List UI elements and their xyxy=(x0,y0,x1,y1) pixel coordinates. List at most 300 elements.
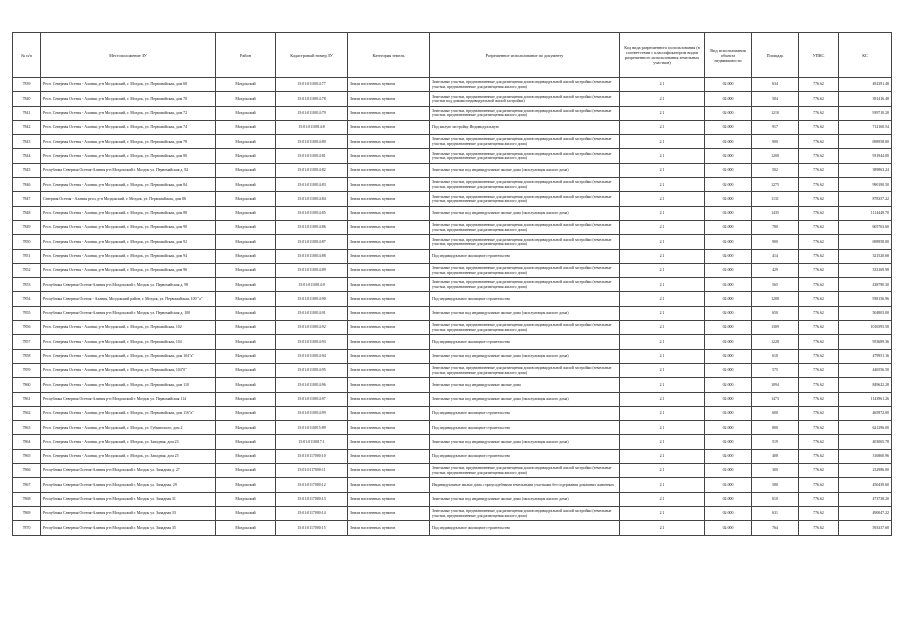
upks-cell xyxy=(799,449,839,463)
permitted-use-cell xyxy=(430,206,620,220)
row-number-text: 7857 xyxy=(22,339,31,344)
use-code-text: 2.1 xyxy=(659,82,665,87)
ks-cell xyxy=(839,235,892,249)
district-cell xyxy=(216,278,276,292)
location-text: Респ. Северная Осетия - Алания, р-н Моздокский, г. Моздок, ул. Первомайская, дом 110 xyxy=(43,382,189,387)
location-cell xyxy=(41,335,216,349)
upks-text: 776.62 xyxy=(813,182,824,187)
upks-cell xyxy=(799,321,839,335)
cadastral-number-cell xyxy=(276,321,348,335)
row-number-cell xyxy=(13,435,41,449)
permitted-use-text: Под индивидуальное жилищное строительство xyxy=(432,339,511,344)
district-cell xyxy=(216,449,276,463)
use-code-text: 2.1 xyxy=(659,182,665,187)
ks-text: 712160.54 xyxy=(872,125,889,130)
cadastral-number-cell xyxy=(276,163,348,177)
district-cell xyxy=(216,363,276,377)
district-text: Моздокский xyxy=(235,368,256,373)
table-row xyxy=(13,120,892,134)
row-number-cell xyxy=(13,464,41,478)
location-cell xyxy=(41,349,216,363)
district-text: Моздокский xyxy=(235,325,256,330)
area-text: 1131 xyxy=(771,196,779,201)
cadastral-number-text: 15:01:0110014:97 xyxy=(297,396,326,401)
ks-text: 593337.68 xyxy=(872,525,889,530)
col-land-category-header: Категория земель xyxy=(348,33,430,78)
location-cell xyxy=(41,321,216,335)
area-cell xyxy=(752,449,799,463)
land-category-text: Земли населенных пунктов xyxy=(350,354,396,359)
permitted-use-text: Земельные участки под индивидуальные жилые дома (эксплуатация жилого дома) xyxy=(432,396,569,401)
ks-cell xyxy=(839,206,892,220)
upks-text: 776.62 xyxy=(813,439,824,444)
row-number-text: 7861 xyxy=(22,396,31,401)
land-category-cell xyxy=(348,278,430,292)
use-type-text: 02:000 xyxy=(722,125,734,130)
district-text: Моздокский xyxy=(235,196,256,201)
row-number-text: 7848 xyxy=(22,211,31,216)
use-code-text: 2.1 xyxy=(659,268,665,273)
use-type-cell xyxy=(705,464,752,478)
table-row xyxy=(13,378,892,392)
upks-cell xyxy=(799,363,839,377)
location-text: Северная Осетия - Алания респ, р-н Моздокский, г. Моздок, ул. Первомайская, дом 86 xyxy=(43,196,186,201)
area-text: 618 xyxy=(772,354,778,359)
cadastral-number-cell xyxy=(276,506,348,520)
land-category-cell xyxy=(348,149,430,163)
use-code-text: 2.1 xyxy=(659,511,665,516)
district-cell xyxy=(216,292,276,306)
permitted-use-cell xyxy=(430,292,620,306)
location-cell xyxy=(41,135,216,149)
row-number-cell xyxy=(13,92,41,106)
permitted-use-cell xyxy=(430,435,620,449)
use-type-cell xyxy=(705,378,752,392)
use-type-cell xyxy=(705,92,752,106)
use-code-cell xyxy=(620,78,705,92)
land-category-text: Земли населенных пунктов xyxy=(350,311,396,316)
location-text: Респ. Северная Осетия - Алания, р-н Моздокский, г. Моздок, ул. Первомайская, дом 70 xyxy=(43,96,188,101)
area-cell xyxy=(752,163,799,177)
area-cell xyxy=(752,149,799,163)
land-category-text: Земли населенных пунктов xyxy=(350,153,396,158)
cadastral-number-cell xyxy=(276,263,348,277)
row-number-cell xyxy=(13,521,41,535)
col-use-type-header: Вид использования объекта недвижимости xyxy=(705,33,752,78)
ks-cell xyxy=(839,263,892,277)
permitted-use-text: Под индивидуальное жилищное строительство xyxy=(432,454,511,459)
use-type-cell xyxy=(705,349,752,363)
upks-cell xyxy=(799,306,839,320)
land-category-cell xyxy=(348,292,430,306)
cadastral-number-text: 15:01:0110014:88 xyxy=(297,254,326,258)
location-text: Респ. Северная Осетия - Алания, р-н Моздокский, г. Моздок, ул. Губкинского, дом 2 xyxy=(43,425,183,430)
ks-text: 465972.00 xyxy=(872,411,889,416)
row-number-cell xyxy=(13,206,41,220)
ks-cell xyxy=(839,506,892,520)
upks-text: 776.62 xyxy=(813,411,824,416)
area-text: 917 xyxy=(772,125,778,130)
district-cell xyxy=(216,263,276,277)
district-cell xyxy=(216,135,276,149)
use-code-cell xyxy=(620,464,705,478)
land-category-text: Земли населенных пунктов xyxy=(350,482,396,487)
cadastral-number-text: 15:01:0110014:96 xyxy=(297,382,326,387)
district-text: Моздокский xyxy=(235,254,256,258)
row-number-cell xyxy=(13,306,41,320)
land-category-text: Земли населенных пунктов xyxy=(350,339,396,344)
area-cell xyxy=(752,435,799,449)
area-text: 565 xyxy=(772,282,778,287)
district-text: Моздокский xyxy=(235,282,256,287)
location-text: Респ. Северная Осетия - Алания, р-н Моздокский, г. Моздок, ул. Первомайская, дом 80 xyxy=(43,153,188,158)
cadastral-number-cell xyxy=(276,435,348,449)
area-text: 634 xyxy=(772,82,778,87)
upks-cell xyxy=(799,378,839,392)
use-type-text: 02:000 xyxy=(722,511,734,516)
table-row xyxy=(13,335,892,349)
col-use-code-header: Код вида разрешенного использования (в соответствии с классификатором видов разрешенного использования земельных участков) xyxy=(620,33,705,78)
land-category-text: Земли населенных пунктов xyxy=(350,497,396,502)
row-number-text: 7853 xyxy=(22,282,31,287)
permitted-use-text: Под индивидуальное жилищное строительство xyxy=(432,296,511,301)
cadastral-number-cell xyxy=(276,492,348,506)
area-cell xyxy=(752,478,799,492)
use-code-text: 2.1 xyxy=(659,468,665,473)
upks-text: 776.62 xyxy=(813,211,824,216)
land-category-text: Земли населенных пунктов xyxy=(350,254,396,258)
ks-cell xyxy=(839,106,892,120)
location-text: Респ. Северная Осетия - Алания, р-н Моздокский, г. Моздок, ул. Первомайская, 104"б" xyxy=(43,368,187,373)
location-text: Республика Северная Осетия-Алания р-н Моздокский г. Моздок ул. Первомайская д. 100 xyxy=(43,311,191,316)
cadastral-number-cell xyxy=(276,349,348,363)
table-row xyxy=(13,506,892,520)
land-category-text: Земли населенных пунктов xyxy=(350,525,396,530)
permitted-use-cell xyxy=(430,92,620,106)
use-code-cell xyxy=(620,349,705,363)
use-type-text: 02:000 xyxy=(722,96,734,101)
row-number-text: 7865 xyxy=(22,454,31,459)
ks-cell xyxy=(839,521,892,535)
use-code-text: 2.1 xyxy=(659,311,665,316)
row-number-cell xyxy=(13,149,41,163)
ks-text: 1016595.58 xyxy=(870,325,889,330)
use-type-cell xyxy=(705,306,752,320)
upks-text: 776.62 xyxy=(813,254,824,258)
use-code-cell xyxy=(620,506,705,520)
table-row xyxy=(13,192,892,206)
district-text: Моздокский xyxy=(235,339,256,344)
ks-text: 878357.22 xyxy=(872,196,889,201)
cadastral-value-table-page xyxy=(12,32,891,536)
land-category-text: Земли населенных пунктов xyxy=(350,239,396,244)
ks-cell xyxy=(839,278,892,292)
ks-text: 479951.16 xyxy=(872,354,889,359)
land-category-cell xyxy=(348,392,430,406)
district-text: Моздокский xyxy=(235,511,256,516)
use-type-text: 02:000 xyxy=(722,382,734,387)
cadastral-number-cell xyxy=(276,335,348,349)
permitted-use-cell xyxy=(430,278,620,292)
ks-cell xyxy=(839,349,892,363)
ks-cell xyxy=(839,378,892,392)
ks-text: 1114449.70 xyxy=(870,211,889,216)
use-type-cell xyxy=(705,120,752,134)
district-cell xyxy=(216,406,276,420)
permitted-use-cell xyxy=(430,178,620,192)
district-cell xyxy=(216,435,276,449)
district-cell xyxy=(216,306,276,320)
cadastral-number-cell xyxy=(276,449,348,463)
use-type-cell xyxy=(705,192,752,206)
table-row xyxy=(13,406,892,420)
permitted-use-text: Земельные участки, предназначенные для размещения домов индивидуальной жилой застройки (земельные участки, предназначенные для размещения жилого дома) xyxy=(432,323,612,332)
use-type-text: 02:000 xyxy=(722,225,734,230)
cadastral-number-text: 15:01:0110014:95 xyxy=(297,368,326,373)
ks-text: 391416.48 xyxy=(872,96,889,101)
table-row xyxy=(13,349,892,363)
cadastral-number-text: 15:01:0110014:83 xyxy=(297,182,326,187)
location-cell xyxy=(41,278,216,292)
use-type-cell xyxy=(705,135,752,149)
upks-cell xyxy=(799,292,839,306)
land-category-cell xyxy=(348,321,430,335)
land-category-cell xyxy=(348,206,430,220)
use-code-text: 2.1 xyxy=(659,153,665,158)
row-number-text: 7842 xyxy=(22,125,31,130)
permitted-use-cell xyxy=(430,106,620,120)
cadastral-number-cell xyxy=(276,278,348,292)
use-type-cell xyxy=(705,78,752,92)
permitted-use-text: Под индивидуальное жилищное строительство xyxy=(432,425,511,430)
use-code-cell xyxy=(620,192,705,206)
row-number-cell xyxy=(13,106,41,120)
ks-text: 232986.00 xyxy=(872,468,889,473)
use-type-text: 02:000 xyxy=(722,196,734,201)
use-type-text: 02:000 xyxy=(722,425,734,430)
permitted-use-cell xyxy=(430,421,620,435)
land-category-text: Земли населенных пунктов xyxy=(350,296,396,301)
row-number-text: 7849 xyxy=(22,225,31,230)
permitted-use-cell xyxy=(430,163,620,177)
cadastral-number-cell xyxy=(276,306,348,320)
ks-text: 1143961.26 xyxy=(870,396,889,401)
land-category-cell xyxy=(348,406,430,420)
land-category-text: Земли населенных пунктов xyxy=(350,454,396,459)
use-code-text: 2.1 xyxy=(659,239,665,244)
row-number-text: 7864 xyxy=(22,439,31,444)
district-text: Моздокский xyxy=(235,382,256,387)
upks-cell xyxy=(799,149,839,163)
permitted-use-text: Земельные участки, предназначенные для размещения домов индивидуальной жилой застройки (земельные участки под домами индивидуальной жилой застройки) xyxy=(432,94,612,103)
row-number-text: 7860 xyxy=(22,382,31,387)
ks-text: 473738.20 xyxy=(872,497,889,502)
table-row xyxy=(13,178,892,192)
cadastral-number-text: 15:01:0117000:10 xyxy=(297,454,326,459)
table-row xyxy=(13,421,892,435)
use-type-text: 02:000 xyxy=(722,296,734,301)
cadastral-number-cell xyxy=(276,292,348,306)
use-code-cell xyxy=(620,378,705,392)
land-category-cell xyxy=(348,220,430,234)
ks-cell xyxy=(839,135,892,149)
cadastral-number-text: 15:01:0110014:77 xyxy=(297,82,326,87)
use-code-cell xyxy=(620,220,705,234)
district-text: Моздокский xyxy=(235,211,256,216)
use-code-cell xyxy=(620,120,705,134)
area-cell xyxy=(752,406,799,420)
location-cell xyxy=(41,464,216,478)
area-text: 504 xyxy=(772,96,778,101)
use-type-cell xyxy=(705,492,752,506)
location-text: Респ. Северная Осетия - Алания, р-н Моздокский, г. Моздок, ул. Первомайская, дом 78 xyxy=(43,139,188,144)
land-category-text: Земли населенных пунктов xyxy=(350,196,396,201)
header-row xyxy=(13,33,892,78)
table-row xyxy=(13,521,892,535)
table-row xyxy=(13,449,892,463)
land-category-text: Земли населенных пунктов xyxy=(350,439,396,444)
permitted-use-cell xyxy=(430,192,620,206)
upks-text: 776.62 xyxy=(813,225,824,230)
table-header xyxy=(13,33,892,78)
use-code-text: 2.1 xyxy=(659,125,665,130)
cadastral-number-cell xyxy=(276,178,348,192)
table-row xyxy=(13,492,892,506)
area-text: 575 xyxy=(772,368,778,373)
row-number-text: 7844 xyxy=(22,153,31,158)
cadastral-number-cell xyxy=(276,235,348,249)
area-cell xyxy=(752,464,799,478)
table-row xyxy=(13,464,892,478)
cadastral-number-text: 15:01:0117000:13 xyxy=(297,497,326,502)
cadastral-number-cell xyxy=(276,106,348,120)
cadastral-number-cell xyxy=(276,120,348,134)
use-type-cell xyxy=(705,335,752,349)
land-category-text: Земли населенных пунктов xyxy=(350,511,396,516)
row-number-cell xyxy=(13,321,41,335)
area-text: 1228 xyxy=(771,339,779,344)
area-text: 1094 xyxy=(771,382,779,387)
district-cell xyxy=(216,349,276,363)
use-code-text: 2.1 xyxy=(659,196,665,201)
use-code-text: 2.1 xyxy=(659,368,665,373)
permitted-use-cell xyxy=(430,478,620,492)
row-number-cell xyxy=(13,349,41,363)
upks-text: 776.62 xyxy=(813,96,824,101)
district-text: Моздокский xyxy=(235,311,256,316)
use-code-text: 2.1 xyxy=(659,211,665,216)
permitted-use-cell xyxy=(430,220,620,234)
location-text: Респ. Северная Осетия - Алания, р-н Моздокский, г. Моздок, ул. Первомайская, дом 72 xyxy=(43,111,188,116)
use-type-cell xyxy=(705,235,752,249)
ks-text: 316860.96 xyxy=(872,454,889,459)
use-code-cell xyxy=(620,206,705,220)
use-code-cell xyxy=(620,521,705,535)
use-code-cell xyxy=(620,249,705,263)
ks-cell xyxy=(839,178,892,192)
area-text: 580 xyxy=(772,482,778,487)
area-text: 600 xyxy=(772,411,778,416)
cadastral-number-text: 15:01:0117000:15 xyxy=(297,525,326,530)
cadastral-number-cell xyxy=(276,206,348,220)
area-text: 631 xyxy=(772,511,778,516)
land-category-cell xyxy=(348,235,430,249)
row-number-text: 7870 xyxy=(22,525,31,530)
permitted-use-cell xyxy=(430,321,620,335)
ks-cell xyxy=(839,421,892,435)
use-type-text: 02:000 xyxy=(722,325,734,330)
upks-text: 776.62 xyxy=(813,497,824,502)
ks-cell xyxy=(839,292,892,306)
ks-cell xyxy=(839,449,892,463)
area-cell xyxy=(752,135,799,149)
land-category-text: Земли населенных пунктов xyxy=(350,225,396,230)
land-category-cell xyxy=(348,120,430,134)
upks-text: 776.62 xyxy=(813,468,824,473)
area-cell xyxy=(752,263,799,277)
area-text: 1275 xyxy=(771,182,779,187)
use-code-text: 2.1 xyxy=(659,396,665,401)
ks-cell xyxy=(839,392,892,406)
table-row xyxy=(13,206,892,220)
permitted-use-text: Под индивидуальное жилищное строительство xyxy=(432,525,511,530)
district-text: Моздокский xyxy=(235,411,256,416)
ks-cell xyxy=(839,321,892,335)
use-code-cell xyxy=(620,363,705,377)
district-text: Моздокский xyxy=(235,125,256,130)
location-text: Респ. Северная Осетия - Алания, р-н Моздокский, г. Моздок, ул. Западная, дом 25 xyxy=(43,454,179,459)
row-number-cell xyxy=(13,263,41,277)
location-cell xyxy=(41,506,216,520)
row-number-cell xyxy=(13,449,41,463)
location-cell xyxy=(41,478,216,492)
upks-text: 776.62 xyxy=(813,454,824,459)
permitted-use-cell xyxy=(430,378,620,392)
location-cell xyxy=(41,149,216,163)
district-cell xyxy=(216,92,276,106)
cadastral-number-text: 15:01:0117000:14 xyxy=(297,511,326,516)
location-text: Республика Северная Осетия-Алания р-н Моздокский г. Моздок ул. Западная, 29 xyxy=(43,482,177,487)
permitted-use-cell xyxy=(430,78,620,92)
ks-cell xyxy=(839,220,892,234)
ks-text: 938156.96 xyxy=(872,296,889,301)
use-code-text: 2.1 xyxy=(659,254,665,258)
table-row xyxy=(13,235,892,249)
permitted-use-cell xyxy=(430,363,620,377)
use-type-text: 02:000 xyxy=(722,354,734,359)
permitted-use-text: Земельные участки, предназначенные для размещения домов индивидуальной жилой застройки (земельные участки, предназначенные для размещения жилого дома) xyxy=(432,151,612,161)
row-number-cell xyxy=(13,135,41,149)
ks-text: 321520.68 xyxy=(872,254,889,258)
table-row xyxy=(13,292,892,306)
ks-cell xyxy=(839,406,892,420)
location-cell xyxy=(41,263,216,277)
cadastral-number-text: 15:01:0110014:79 xyxy=(297,111,326,116)
area-text: 1309 xyxy=(771,325,779,330)
land-category-text: Земли населенных пунктов xyxy=(350,396,396,401)
district-cell xyxy=(216,220,276,234)
upks-cell xyxy=(799,235,839,249)
ks-text: 403065.78 xyxy=(872,439,889,444)
ks-cell xyxy=(839,249,892,263)
location-cell xyxy=(41,492,216,506)
upks-cell xyxy=(799,135,839,149)
district-text: Моздокский xyxy=(235,497,256,502)
cadastral-number-text: 15:01:0110014:9 xyxy=(298,282,325,287)
cadastral-number-text: 15:01:0110014:84 xyxy=(297,196,326,201)
land-category-cell xyxy=(348,78,430,92)
location-text: Респ. Северная Осетия - Алания, р-н Моздокский, г. Моздок, ул. Первомайская, дом 96 xyxy=(43,268,188,273)
